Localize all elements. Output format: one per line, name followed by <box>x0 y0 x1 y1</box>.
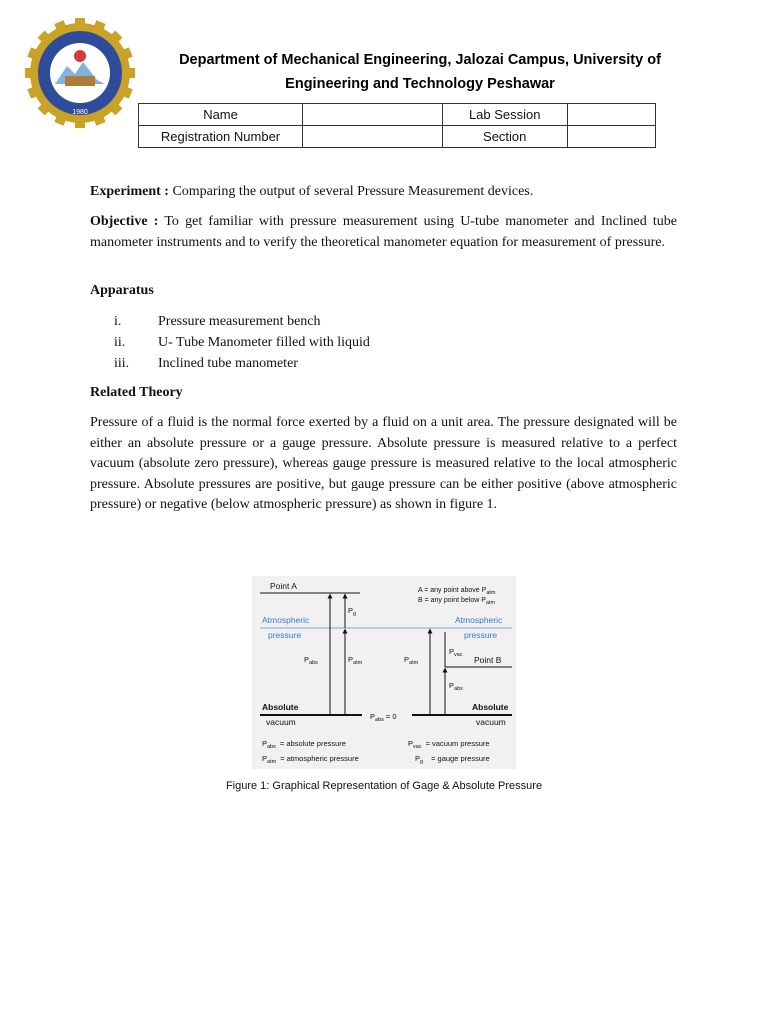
table-row <box>139 104 656 126</box>
department-title-line1: Department of Mechanical Engineering, Jalozai Campus, University of <box>179 52 661 68</box>
registration-number-label: Registration Number <box>139 126 303 148</box>
lab-session-field[interactable] <box>567 104 655 126</box>
p-abs-label-right: $P_{abs}$ <box>449 681 463 692</box>
p-vac-label: $P_{vac}$ <box>449 647 463 658</box>
p-atm-label-left: $P_{atm}$ <box>348 655 363 666</box>
list-item-text: U- Tube Manometer filled with liquid <box>158 335 370 350</box>
section-label: Section <box>442 126 567 148</box>
objective-text: To get familiar with pressure measurement using U-tube manometer and Inclined tube manometer instruments and to verify the theoretical manometer equation for measurement of pressure. <box>90 214 677 250</box>
name-label: Name <box>139 104 303 126</box>
note-a: A = any point above $P_{atm}$ <box>418 587 496 596</box>
related-theory-heading-text: Related Theory <box>90 385 183 400</box>
university-logo <box>25 18 135 128</box>
theory-paragraph: Pressure of a fluid is the normal force exerted by a fluid on a unit area. The pressure designated will be either an absolute pressure or a gauge pressure. Absolute pressure is measured relative to a perfect vacuum (absolute zero pressure), whereas gauge pressure is measured relative to the local atmospheric pressure. Absolute pressures are positive, but gauge pressure can be either positive (above atmospheric pressure) or negative (below atmospheric pressure) as shown in figure 1. <box>90 415 677 512</box>
experiment-line <box>90 182 677 203</box>
registration-number-field[interactable] <box>303 126 443 148</box>
apparatus-list <box>90 311 677 374</box>
p-abs-zero-label: $P_{abs} = 0$ <box>370 712 397 723</box>
table-row <box>139 126 656 148</box>
legend-p-g: $P_g$ = gauge pressure <box>415 754 490 765</box>
list-item-number: ii. <box>114 335 126 350</box>
experiment-text: Comparing the output of several Pressure Measurement devices. <box>172 184 534 199</box>
atmospheric-label-right-1: Atmospheric <box>455 615 503 625</box>
p-abs-label-left: $P_{abs}$ <box>304 655 318 666</box>
atmospheric-label-left-2: pressure <box>268 630 302 640</box>
experiment-label: Experiment : <box>90 184 169 199</box>
objective-label: Objective : <box>90 214 159 229</box>
p-atm-label-right: $P_{atm}$ <box>404 655 419 666</box>
legend-p-vac: $P_{vac}$ = vacuum pressure <box>408 739 490 750</box>
absolute-label-right: Absolute <box>472 702 509 712</box>
point-a-label: Point A <box>270 581 297 591</box>
note-b: B = any point below $P_{atm}$ <box>418 597 496 606</box>
logo-sun-icon <box>74 50 86 62</box>
department-title <box>150 48 690 96</box>
legend-p-abs: $P_{abs}$ = absolute pressure <box>262 739 346 750</box>
list-item-text: Pressure measurement bench <box>158 314 321 329</box>
list-item <box>90 353 677 374</box>
lab-session-label: Lab Session <box>442 104 567 126</box>
student-info-table <box>138 103 656 148</box>
list-item-text: Inclined tube manometer <box>158 356 298 371</box>
pressure-diagram <box>252 576 516 769</box>
related-theory-heading <box>90 383 677 404</box>
vacuum-label-left: vacuum <box>266 717 296 727</box>
logo-year: 1980 <box>72 109 88 116</box>
list-item-number: iii. <box>114 356 130 371</box>
legend-p-atm: $P_{atm}$ = atmospheric pressure <box>262 754 359 765</box>
point-b-label: Point B <box>474 655 502 665</box>
vacuum-label-right: vacuum <box>476 717 506 727</box>
p-g-label: $P_g$ <box>348 606 357 617</box>
list-item-number: i. <box>114 314 122 329</box>
apparatus-heading <box>90 281 677 302</box>
department-title-line2: Engineering and Technology Peshawar <box>285 76 555 92</box>
list-item <box>90 311 677 332</box>
atmospheric-label-right-2: pressure <box>464 630 498 640</box>
objective-paragraph <box>90 212 677 253</box>
section-field[interactable] <box>567 126 655 148</box>
absolute-label-left: Absolute <box>262 702 299 712</box>
list-item <box>90 332 677 353</box>
logo-building-icon <box>65 76 95 86</box>
figure-caption: Figure 1: Graphical Representation of Gage & Absolute Pressure <box>225 780 543 792</box>
name-field[interactable] <box>303 104 443 126</box>
atmospheric-label-left-1: Atmospheric <box>262 615 310 625</box>
apparatus-heading-text: Apparatus <box>90 283 154 298</box>
